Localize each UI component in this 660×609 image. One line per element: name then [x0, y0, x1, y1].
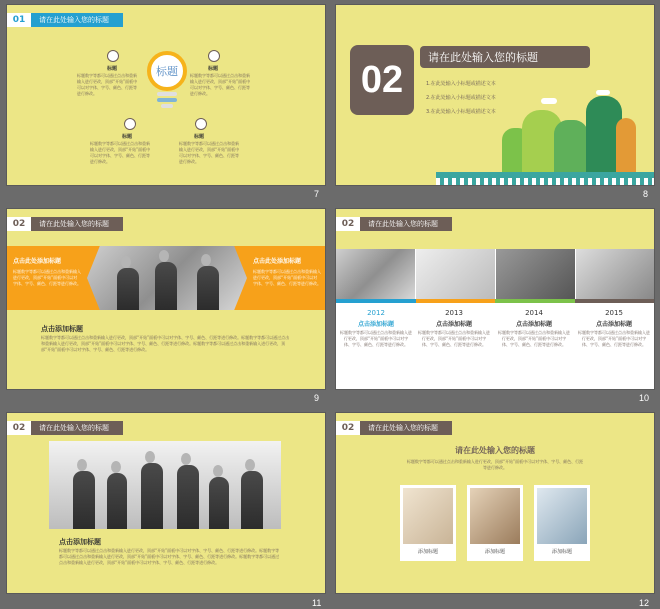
slide-tag: 01 请在此处输入您的标题 [7, 13, 123, 27]
banner-right: 点击此处添加标题 标题数字等都可以通过点击和重新输入进行更改，顶部“开始”面板中可以对字体、字号、颜色、行距等进行修改。 [253, 258, 321, 286]
photo-3 [496, 249, 575, 299]
clock-icon [208, 50, 220, 62]
title-bar: 请在此处输入您的标题 [420, 46, 590, 68]
sub-title: 点击添加标题 [59, 538, 101, 546]
clock-icon [195, 118, 207, 130]
cloud-icon [541, 98, 557, 104]
slide-tag: 02 请在此处输入您的标题 [7, 421, 123, 435]
node-text: 标题数字等都可以通过点击和重新输入进行更改，顶部“开始”面板中可以对字体、字号、颜色、行距等进行修改。 [77, 73, 138, 96]
banner-left: 点击此处添加标题 标题数字等都可以通过点击和重新输入进行更改，顶部“开始”面板中可以对字体、字号、颜色、行距等进行修改。 [13, 258, 81, 286]
year-col-1: 2012 点击添加标题 标题数字等都可以通过点击和重新输入进行更改，顶部“开始”面板中可以对字体、字号、颜色、行距等进行修改。 [340, 309, 412, 347]
cloud-icon [596, 90, 610, 95]
slide-subtitle: 标题数字等都可以通过点击和重新输入进行更改，顶部“开始”面板中可以对字体、字号、颜色、行距等进行修改。 [406, 459, 584, 470]
office-photo [87, 246, 247, 310]
bulb-base [157, 92, 177, 110]
photo-card-1[interactable]: 添加标题 [400, 485, 456, 561]
slide-9[interactable] [7, 209, 325, 389]
color-strip [336, 299, 654, 303]
year-col-3: 2014 点击添加标题 标题数字等都可以通过点击和重新输入进行更改，顶部“开始”面板中可以对字体、字号、颜色、行距等进行修改。 [498, 309, 570, 347]
photo-card-2[interactable]: 添加标题 [467, 485, 523, 561]
node-label: 标题 [122, 134, 133, 140]
paragraph: 标题数字等都可以通过点击和重新输入进行更改，顶部“开始”面板中可以对字体、字号、颜色、行距等进行修改。标题数字等都可以通过点击和重新输入进行更改，顶部“开始”面板中可以对字体、字号、颜色、行距等进行修改。标题数字等都可以通过点击和重新输入进行更改，顶部“开始”面板中可以对字体、字号、颜色、行距等进行修改。 [41, 335, 290, 352]
section-number-box: 02 [350, 45, 414, 115]
node-label: 标题 [107, 66, 118, 72]
slide-number: 9 [314, 393, 320, 403]
node-text: 标题数字等都可以通过点击和重新输入进行更改，顶部“开始”面板中可以对字体、字号、颜色、行距等进行修改。 [90, 141, 151, 164]
slide-tag: 02 请在此处输入您的标题 [336, 217, 452, 231]
slide-8[interactable] [336, 5, 654, 185]
node-text: 标题数字等都可以通过点击和重新输入进行更改，顶部“开始”面板中可以对字体、字号、颜色、行距等进行修改。 [190, 73, 251, 96]
year-col-4: 2015 点击添加标题 标题数字等都可以通过点击和重新输入进行更改，顶部“开始”面板中可以对字体、字号、颜色、行距等进行修改。 [578, 309, 650, 347]
node-text: 标题数字等都可以通过点击和重新输入进行更改，顶部“开始”面板中可以对字体、字号、颜色、行距等进行修改。 [179, 141, 240, 164]
slide-number: 7 [314, 189, 320, 199]
year-col-2: 2013 点击添加标题 标题数字等都可以通过点击和重新输入进行更改，顶部“开始”面板中可以对字体、字号、颜色、行距等进行修改。 [418, 309, 490, 347]
slide-number: 8 [643, 189, 649, 199]
photo-card-3[interactable]: 添加标题 [534, 485, 590, 561]
slide-11[interactable] [7, 413, 325, 593]
landscape-illustration [436, 90, 654, 185]
team-photo [49, 441, 281, 529]
paragraph: 标题数字等都可以通过点击和重新输入进行更改，顶部“开始”面板中可以对字体、字号、颜色、行距等进行修改。标题数字等都可以通过点击和重新输入进行更改，顶部“开始”面板中可以对字体、字号、颜色、行距等进行修改。标题数字等都可以通过点击和重新输入进行更改，顶部“开始”面板中可以对字体、字号、颜色、行距等进行修改。 [59, 548, 280, 565]
slide-tag: 02 请在此处输入您的标题 [7, 217, 123, 231]
slide-number: 11 [312, 598, 322, 608]
clock-icon [124, 118, 136, 130]
slide-number: 10 [639, 393, 650, 403]
item-list: 1.在此处输入小标题或描述文本 2.在此处输入小标题或描述文本 3.在此处输入小标题或描述文本 [426, 81, 496, 115]
slide-title: 请在此处输入您的标题 [455, 446, 535, 455]
photo-1 [336, 249, 415, 299]
slide-12[interactable] [336, 413, 654, 593]
slide-7[interactable] [7, 5, 325, 185]
node-label: 标题 [194, 134, 205, 140]
bulb-icon [147, 51, 187, 91]
center-title: 标题 [156, 65, 178, 78]
slide-number: 12 [639, 598, 650, 608]
photo-2 [416, 249, 495, 299]
sub-title: 点击添加标题 [41, 325, 83, 333]
slide-10[interactable] [336, 209, 654, 389]
photo-4 [576, 249, 654, 299]
clock-icon [107, 50, 119, 62]
node-label: 标题 [208, 66, 219, 72]
slide-tag: 02 请在此处输入您的标题 [336, 421, 452, 435]
